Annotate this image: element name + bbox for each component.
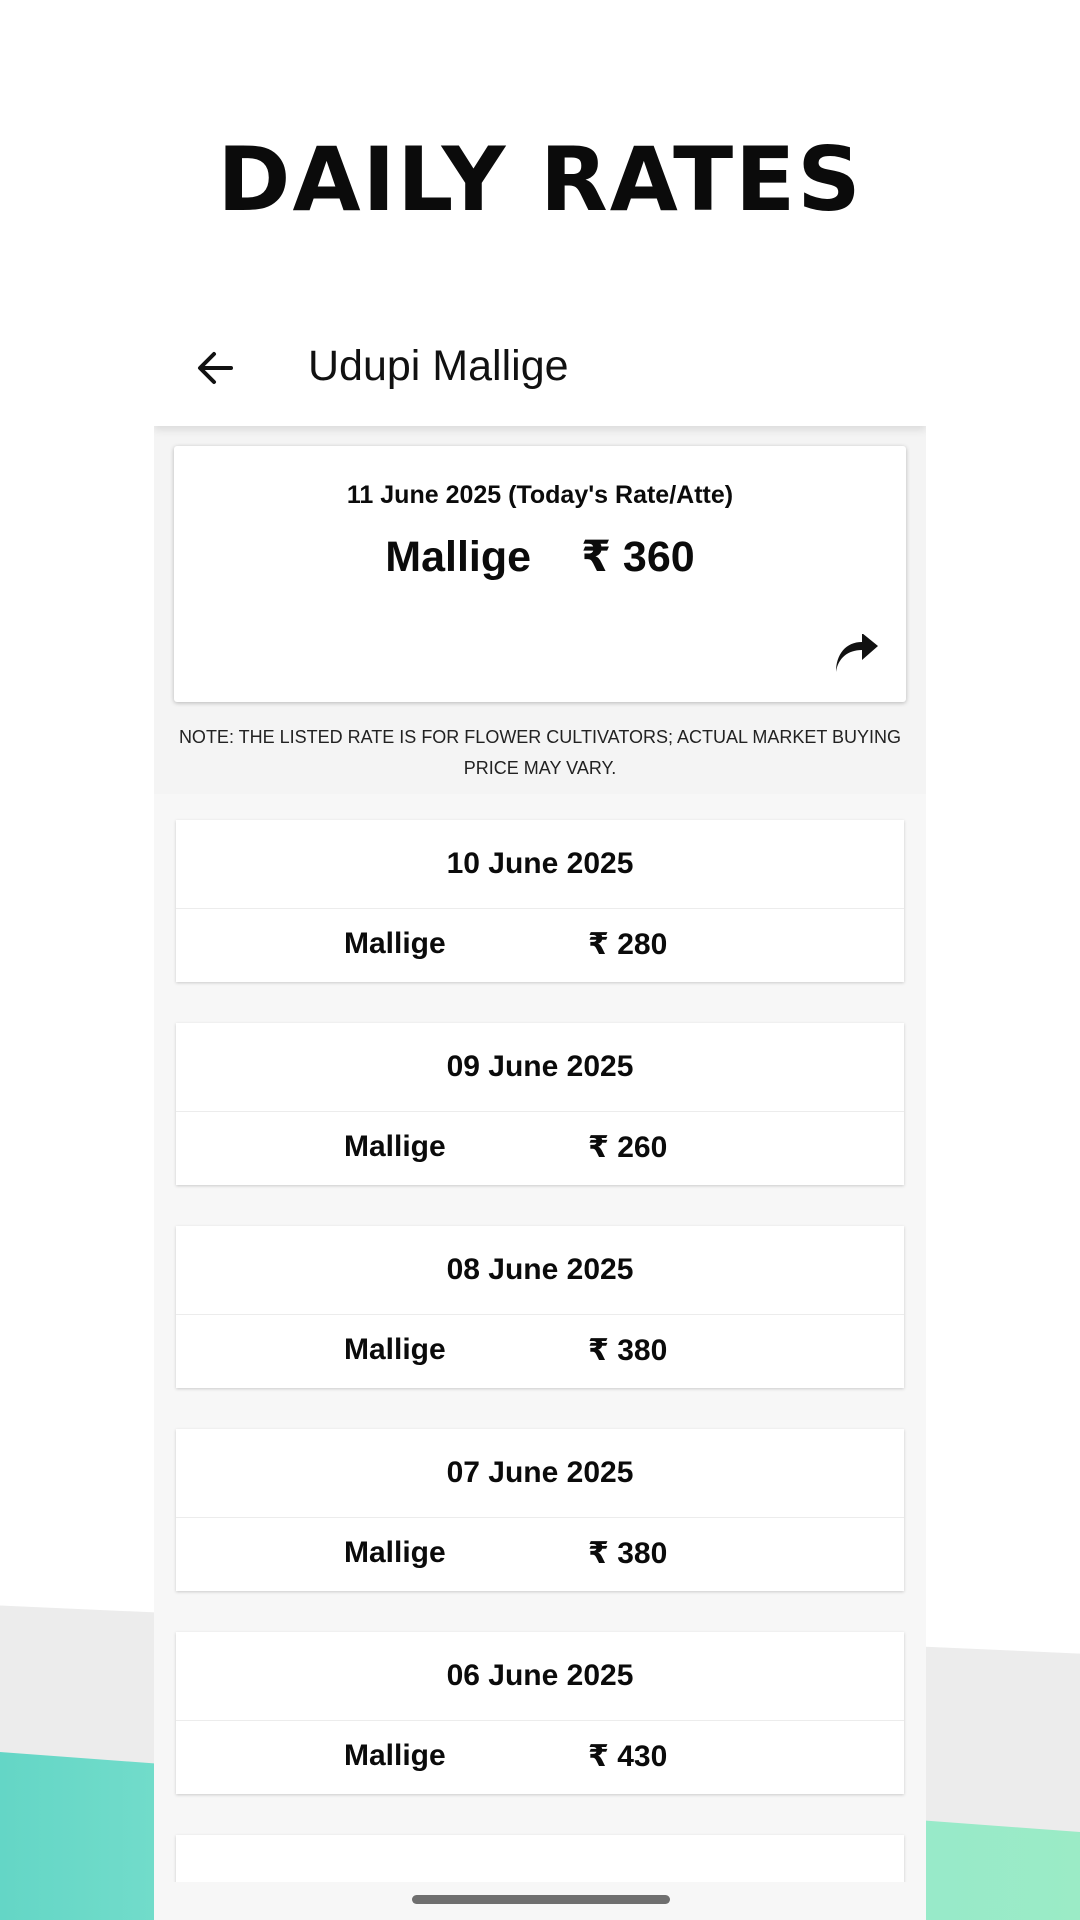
rate-date: 09 June 2025 xyxy=(176,1023,904,1112)
today-price: ₹ 360 xyxy=(581,533,695,581)
phone-screen xyxy=(154,310,926,1920)
rate-history-card xyxy=(176,1023,904,1185)
rate-date: 06 June 2025 xyxy=(176,1632,904,1721)
app-bar-title: Udupi Mallige xyxy=(308,342,569,390)
share-button[interactable] xyxy=(832,634,880,674)
back-button[interactable] xyxy=(192,345,238,391)
today-flower: Mallige xyxy=(385,533,532,581)
rate-history-card xyxy=(176,1632,904,1794)
today-date: 11 June 2025 (Today's Rate/Atte) xyxy=(346,481,734,509)
today-section xyxy=(154,426,926,794)
rate-price: ₹ 260 xyxy=(588,1131,668,1164)
rate-price: ₹ 380 xyxy=(588,1334,668,1367)
rate-price: ₹ 380 xyxy=(588,1537,668,1570)
rate-date: 07 June 2025 xyxy=(176,1429,904,1518)
rate-flower: Mallige xyxy=(344,1130,446,1163)
rate-history-card xyxy=(176,820,904,982)
home-indicator[interactable] xyxy=(412,1895,670,1904)
rate-date: 10 June 2025 xyxy=(176,820,904,909)
today-rate-card xyxy=(174,446,906,702)
hero-title: DAILY RATES xyxy=(217,128,863,231)
rate-price: ₹ 430 xyxy=(588,1740,668,1773)
rate-date: 08 June 2025 xyxy=(176,1226,904,1315)
today-rate-row xyxy=(174,532,906,582)
rate-history-card xyxy=(176,1429,904,1591)
disclaimer-note: NOTE: THE LISTED RATE IS FOR FLOWER CULTIVATORS; ACTUAL MARKET BUYING PRICE MAY VARY. xyxy=(178,727,902,778)
arrow-left-icon xyxy=(195,348,235,388)
rate-price: ₹ 280 xyxy=(588,928,668,961)
rate-flower: Mallige xyxy=(344,1536,446,1569)
rate-history-card xyxy=(176,1226,904,1388)
rate-flower: Mallige xyxy=(344,927,446,960)
rate-history-list xyxy=(154,794,926,1920)
rate-flower: Mallige xyxy=(344,1739,446,1772)
rate-flower: Mallige xyxy=(344,1333,446,1366)
share-arrow-icon xyxy=(832,634,880,674)
app-bar xyxy=(154,310,926,426)
